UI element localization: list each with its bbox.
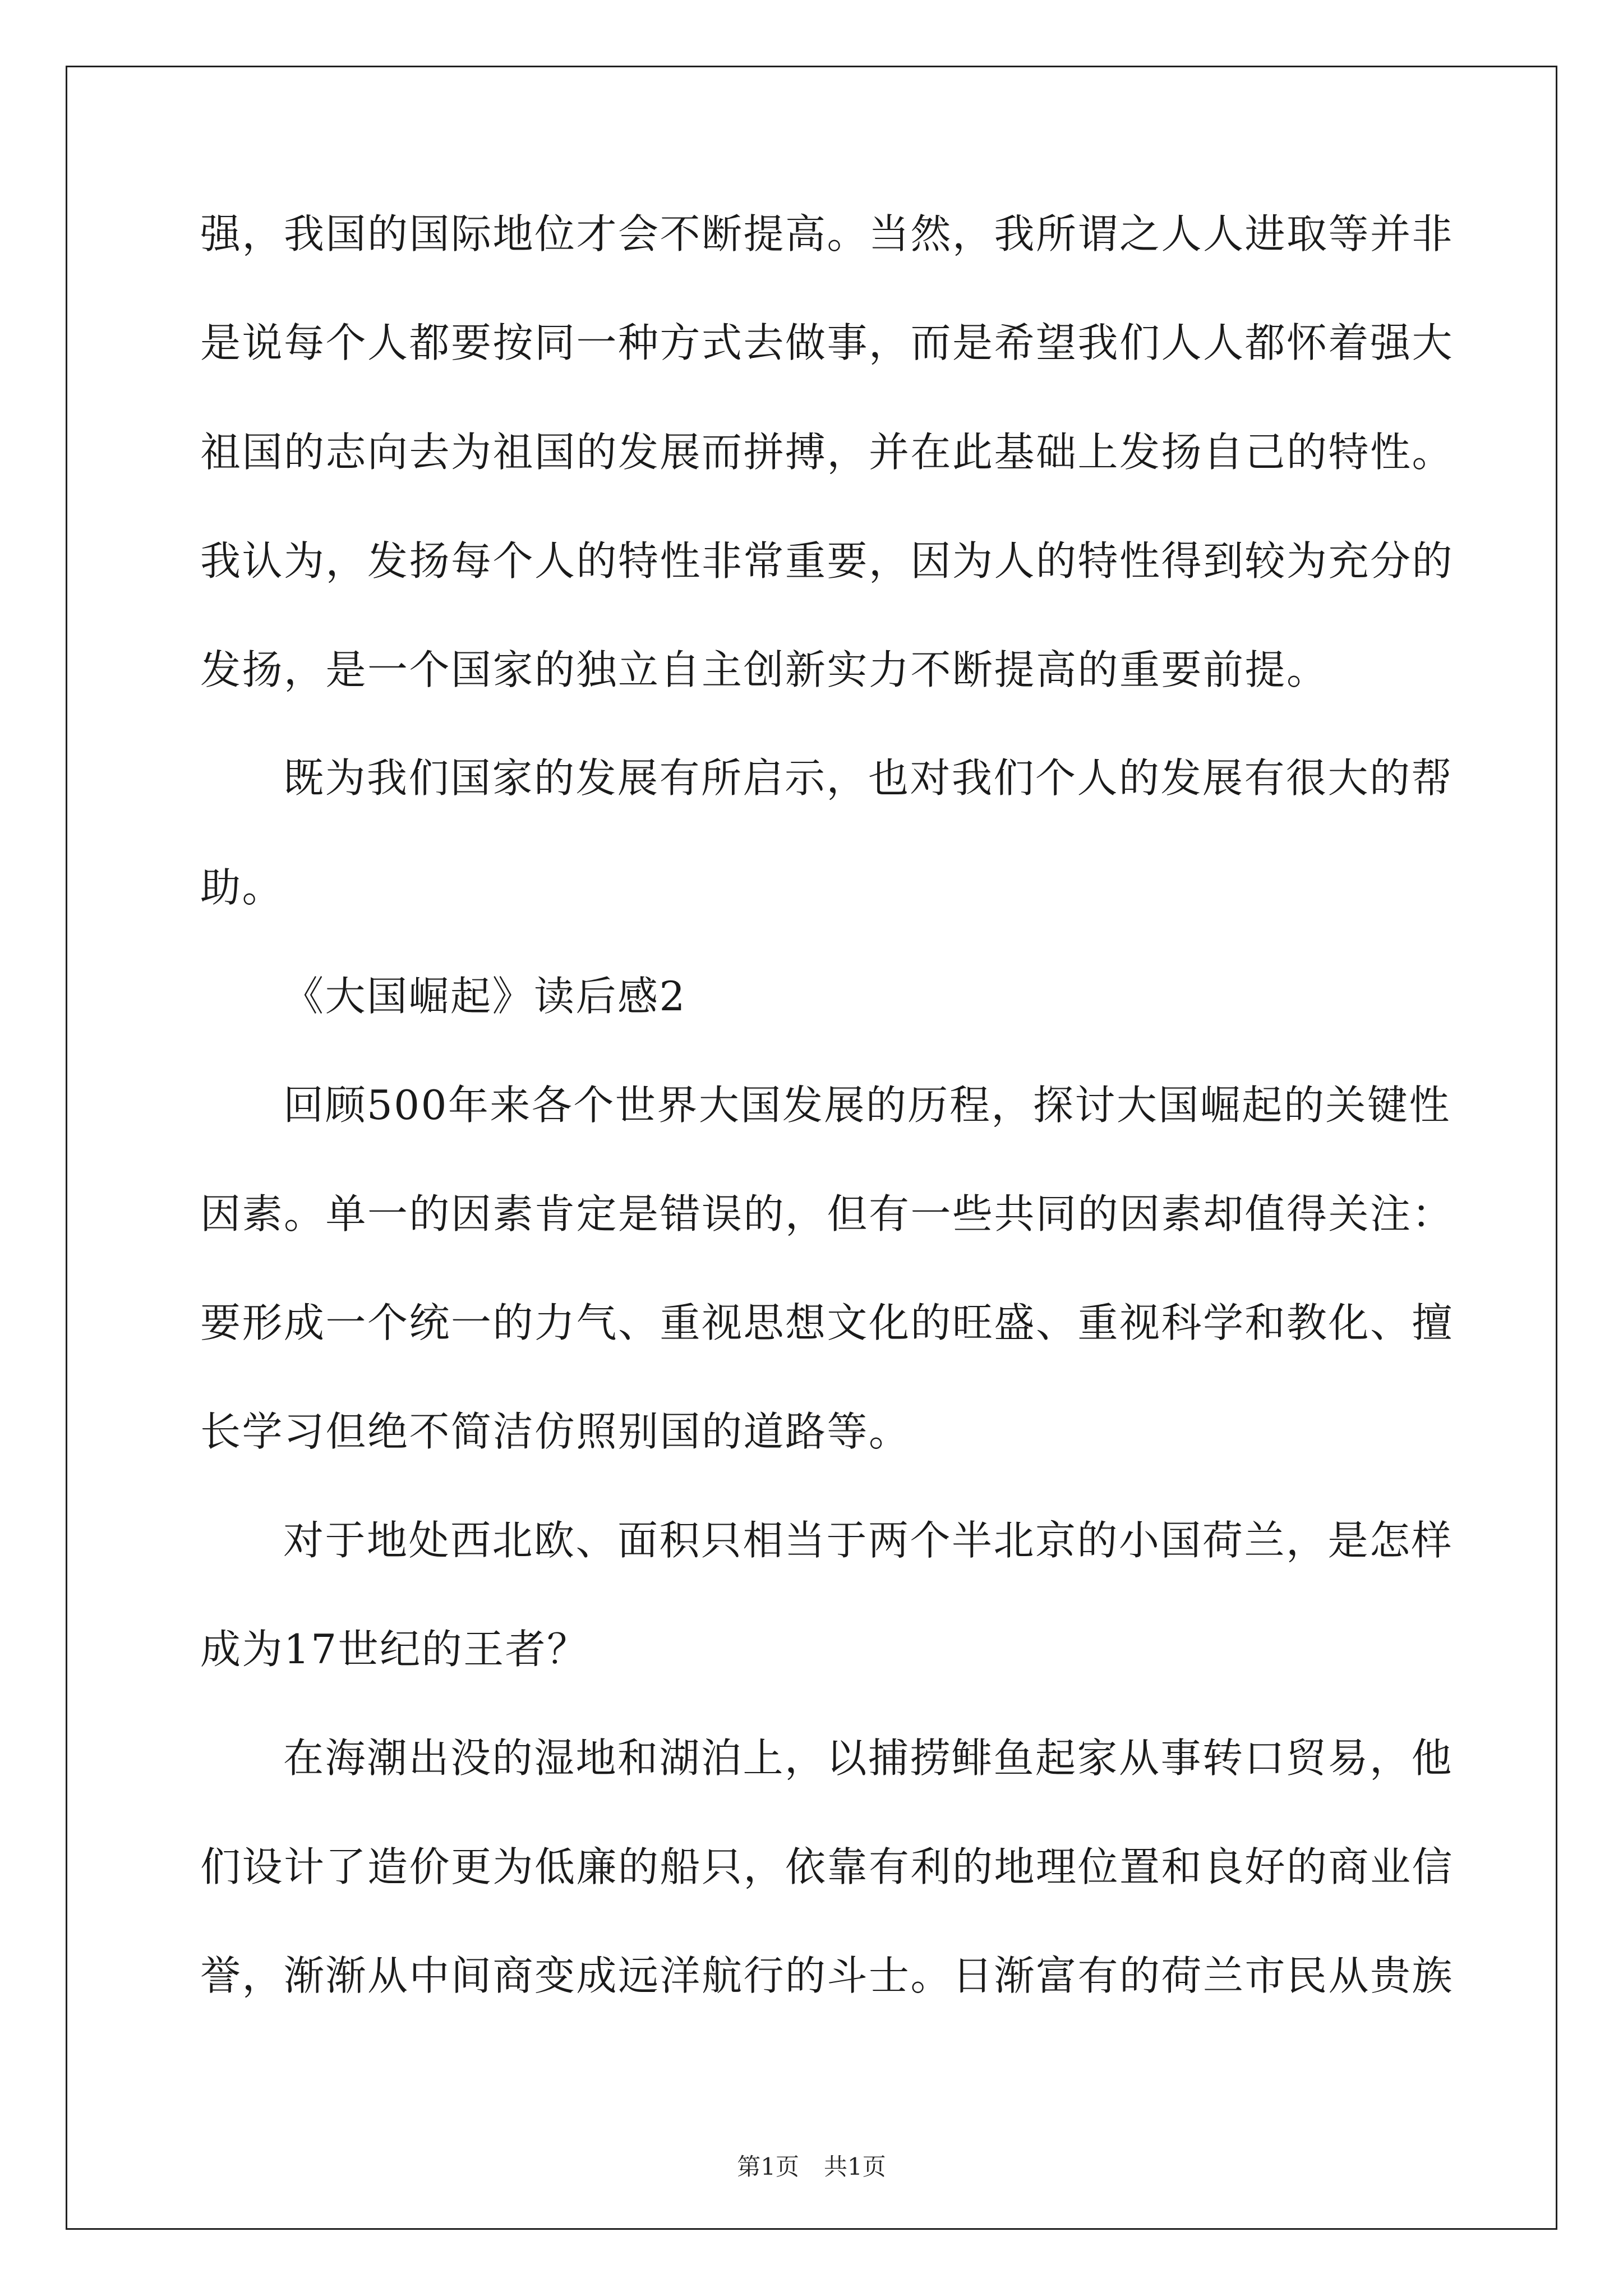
text-line: 是说每个人都要按同一种方式去做事，而是希望我们人人都怀着强大 [200, 319, 1454, 366]
text-line: 助。 [200, 864, 284, 911]
paragraph-first-line: 回顾500年来各个世界大国发展的历程，探讨大国崛起的关键性 [283, 1082, 1451, 1129]
text-line: 们设计了造价更为低廉的船只，依靠有利的地理位置和良好的商业信 [200, 1843, 1454, 1890]
section-heading: 《大国崛起》读后感2 [283, 973, 686, 1020]
text-line: 成为17世纪的王者？ [200, 1626, 589, 1673]
text-line: 祖国的志向去为祖国的发展而拼搏，并在此基础上发扬自己的特性。 [200, 429, 1454, 476]
text-line: 强，我国的国际地位才会不断提高。当然，我所谓之人人进取等并非 [200, 210, 1454, 257]
page-total: 共1页 [824, 2153, 886, 2180]
page-number: 第1页 [737, 2153, 799, 2180]
paragraph-first-line: 既为我们国家的发展有所启示，也对我们个人的发展有很大的帮 [283, 754, 1454, 802]
text-line: 发扬，是一个国家的独立自主创新实力不断提高的重要前提。 [200, 646, 1329, 693]
page-border [66, 66, 1557, 2230]
paragraph-first-line: 在海潮出没的湿地和湖泊上，以捕捞鲱鱼起家从事转口贸易，他 [283, 1734, 1454, 1782]
paragraph-first-line: 对于地处西北欧、面积只相当于两个半北京的小国荷兰，是怎样 [283, 1517, 1454, 1564]
text-line: 誉，渐渐从中间商变成远洋航行的斗士。日渐富有的荷兰市民从贵族 [200, 1952, 1454, 1999]
text-line: 长学习但绝不简洁仿照别国的道路等。 [200, 1408, 911, 1455]
text-line: 要形成一个统一的力气、重视思想文化的旺盛、重视科学和教化、擅 [200, 1299, 1454, 1346]
page-footer [0, 2153, 1623, 2181]
text-line: 因素。单一的因素肯定是错误的，但有一些共同的因素却值得关注： [200, 1190, 1454, 1237]
text-line: 我认为，发扬每个人的特性非常重要，因为人的特性得到较为充分的 [200, 537, 1454, 585]
